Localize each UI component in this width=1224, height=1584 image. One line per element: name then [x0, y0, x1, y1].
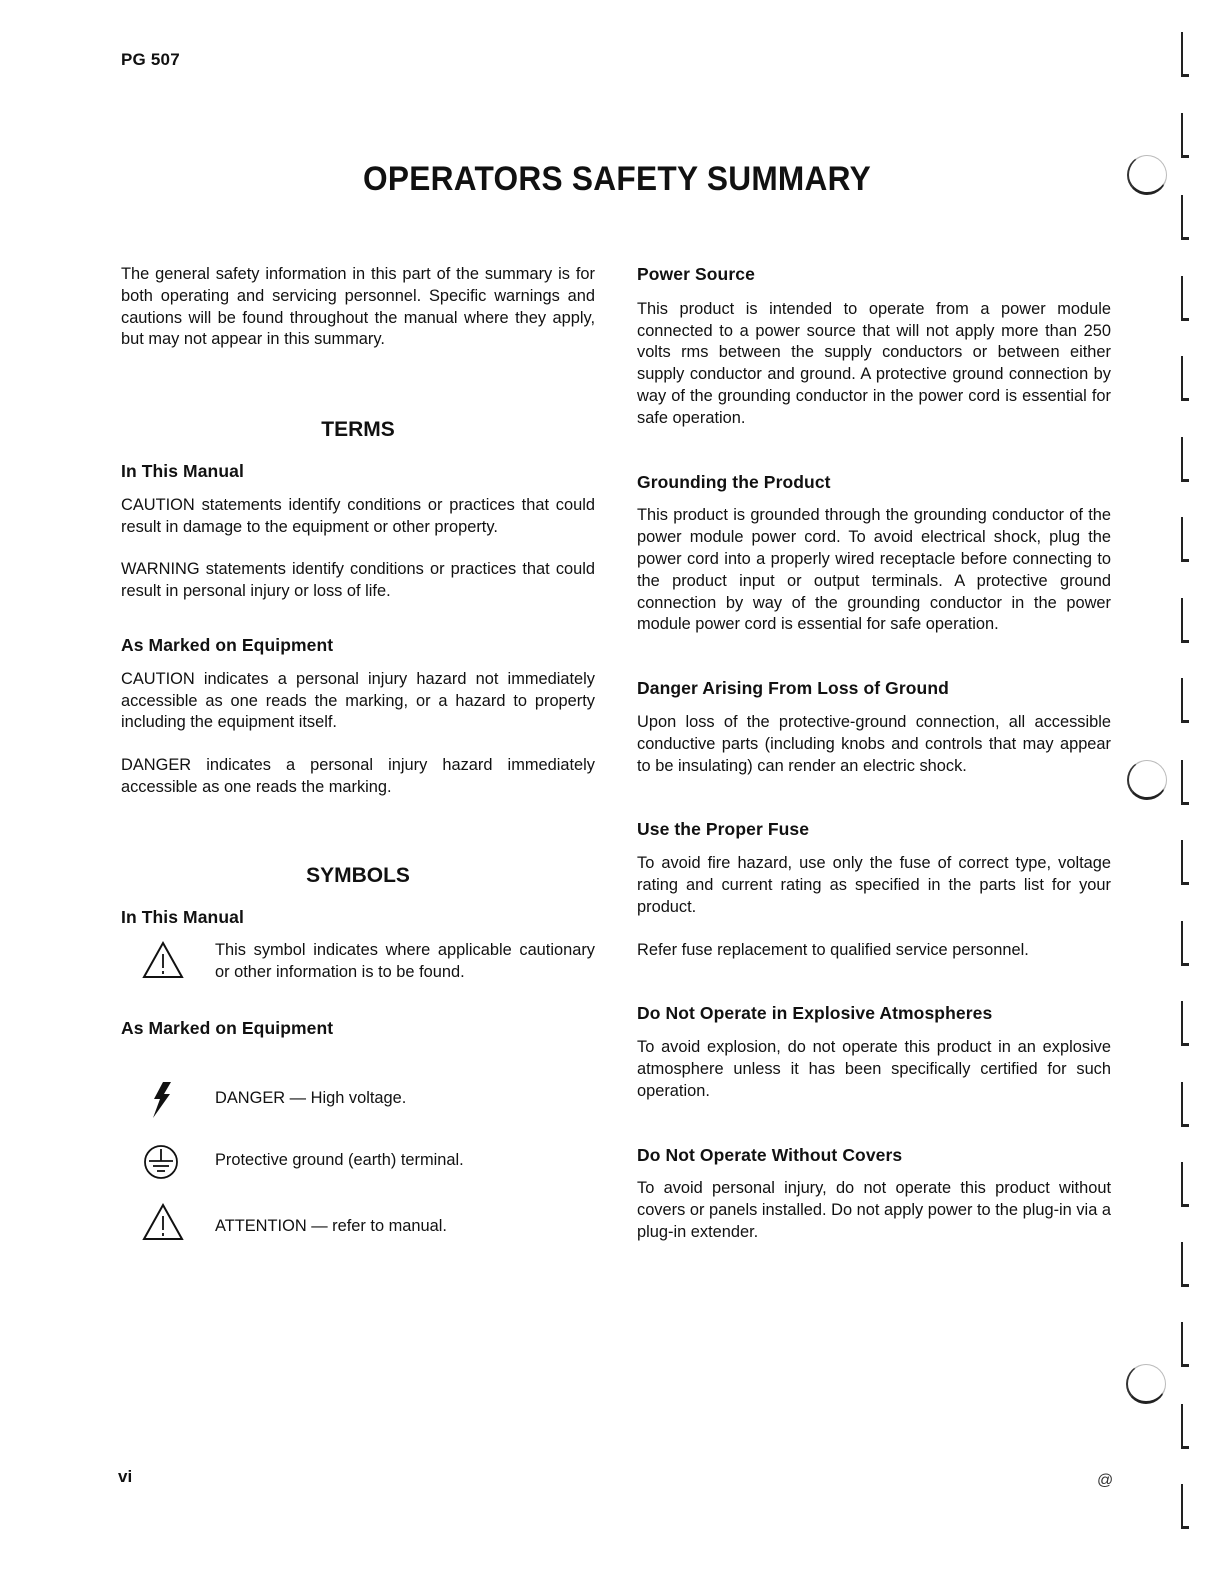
symbol-row-protective-ground [121, 1144, 595, 1180]
right-column [637, 264, 1111, 1244]
binding-mark [1181, 678, 1189, 723]
section-grounding-the-product [637, 472, 1111, 637]
section-heading: Use the Proper Fuse [637, 819, 810, 840]
high-voltage-icon [121, 1080, 215, 1120]
symbol-row-caution [121, 940, 595, 984]
section-explosive-atmospheres [637, 1003, 1111, 1102]
symbols-as-marked-heading: As Marked on Equipment [121, 1017, 334, 1038]
section-without-covers [637, 1145, 1111, 1244]
symbols-in-this-manual-heading: In This Manual [121, 906, 244, 927]
page-number: vi [118, 1467, 133, 1486]
section-paragraph: To avoid fire hazard, use only the fuse of correct type, voltage rating and current rating as specified in the parts list for your product. [637, 854, 1111, 916]
binding-mark [1181, 760, 1189, 805]
intro-paragraph: The general safety information in this part of the summary is for both operating and servicing personnel. Specific warnings and cautions will be found throughout the manual where they apply, but may not appear in this summary. [121, 265, 595, 349]
warning-definition: WARNING statements identify conditions or practices that could result in personal injury or loss of life. [121, 560, 595, 601]
footer-mark: @ [1097, 1472, 1114, 1489]
binding-mark [1181, 517, 1189, 562]
caution-marking-definition: CAUTION indicates a personal injury hazard not immediately accessible as one reads the marking, or a hazard to property including the equipment itself. [121, 669, 595, 732]
symbol-description: This symbol indicates where applicable cautionary or other information is to be found. [215, 941, 595, 982]
symbol-description: Protective ground (earth) terminal. [215, 1150, 464, 1169]
binding-mark [1181, 32, 1189, 77]
section-paragraph: To avoid explosion, do not operate this product in an explosive atmosphere unless it has been specifically certified for such operation. [637, 1038, 1111, 1100]
binding-mark [1181, 598, 1189, 643]
section-paragraph: This product is grounded through the grounding conductor of the power module power cord. To avoid electrical shock, plug the power cord into a properly wired receptacle before connecting to the product input or output terminals. A protective ground connection by way of the grounding conductor in the power module power cord is essential for safe operation. [637, 506, 1111, 634]
section-heading: Grounding the Product [637, 471, 831, 492]
punch-hole [1126, 1364, 1166, 1404]
warning-triangle-icon [121, 940, 215, 980]
section-power-source [637, 264, 1111, 430]
symbol-row-high-voltage [121, 1080, 595, 1120]
section-use-proper-fuse [637, 819, 1111, 961]
binding-mark [1181, 1484, 1189, 1529]
symbol-description: DANGER — High voltage. [215, 1088, 407, 1107]
left-column [121, 264, 595, 1242]
binding-mark [1181, 113, 1189, 158]
binding-mark [1181, 195, 1189, 240]
symbol-row-attention [121, 1202, 595, 1242]
attention-triangle-icon [121, 1202, 215, 1242]
section-heading: Power Source [637, 264, 755, 284]
punch-hole [1127, 155, 1167, 195]
section-paragraph: This product is intended to operate from a power module connected to a power source that will not apply more than 250 volts rms between the supply conductors or between either supply conductor and ground. A protective ground connection by way of the grounding conductor in the power cord is essential for safe operation. [637, 299, 1111, 427]
binding-mark [1181, 921, 1189, 966]
section-paragraph: Refer fuse replacement to qualified service personnel. [637, 940, 1029, 959]
section-paragraph: To avoid personal injury, do not operate this product without covers or panels installed. Do not apply power to the plug-in via a plug-in extender. [637, 1179, 1111, 1241]
terms-heading: TERMS [321, 418, 395, 442]
page-id: PG 507 [121, 50, 180, 69]
terms-as-marked-heading: As Marked on Equipment [121, 634, 334, 655]
binding-mark [1181, 1001, 1189, 1046]
binding-mark [1181, 840, 1189, 885]
binding-mark [1181, 437, 1189, 482]
section-heading: Do Not Operate Without Covers [637, 1144, 903, 1165]
protective-ground-icon [121, 1144, 215, 1180]
punch-hole [1127, 760, 1167, 800]
binding-mark [1181, 1162, 1189, 1207]
caution-definition: CAUTION statements identify conditions or practices that could result in damage to the equipment or other property. [121, 495, 595, 536]
binding-mark [1181, 1082, 1189, 1127]
binding-mark [1181, 356, 1189, 401]
binding-mark [1181, 1322, 1189, 1367]
binding-mark [1181, 1242, 1189, 1287]
binding-mark [1181, 276, 1189, 321]
section-danger-loss-of-ground [637, 678, 1111, 777]
terms-in-this-manual-heading: In This Manual [121, 460, 244, 481]
section-heading: Danger Arising From Loss of Ground [637, 678, 949, 699]
binding-mark [1181, 1404, 1189, 1449]
symbol-description: ATTENTION — refer to manual. [215, 1216, 447, 1235]
symbols-heading: SYMBOLS [306, 863, 410, 887]
page-title: OPERATORS SAFETY SUMMARY [362, 160, 871, 198]
danger-marking-definition: DANGER indicates a personal injury hazard immediately accessible as one reads the marking. [121, 756, 595, 796]
section-heading: Do Not Operate in Explosive Atmospheres [637, 1003, 993, 1024]
section-paragraph: Upon loss of the protective-ground connection, all accessible conductive parts (including knobs and controls that may appear to be insulating) can render an electric shock. [637, 712, 1111, 775]
